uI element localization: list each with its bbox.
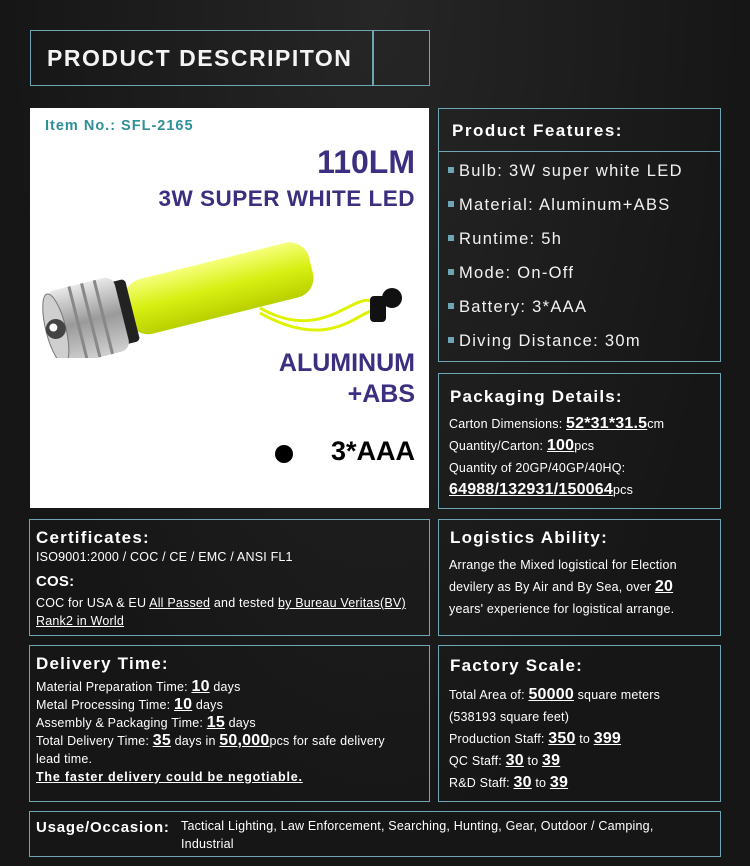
square-bullet-icon bbox=[448, 201, 454, 207]
material-label-line1: ALUMINUM bbox=[278, 349, 415, 377]
factory-text: Total Area of: 50000 square meters (538193 square feet) Production Staff: 350 to 399 QC Staff: 30 to 39 R&D Staff: 30 to 39 bbox=[449, 684, 719, 794]
feature-item: Mode: On-Off bbox=[448, 264, 574, 283]
cos-title: COS: bbox=[36, 573, 75, 590]
factory-panel bbox=[438, 645, 721, 802]
production-staff: Production Staff: 350 to 399 bbox=[449, 730, 622, 747]
item-number: Item No.: SFL-2165 bbox=[45, 118, 194, 134]
usage-title: Usage/Occasion: bbox=[36, 819, 170, 836]
page-title: PRODUCT DESCRIPITON bbox=[47, 45, 353, 71]
logistics-panel bbox=[438, 519, 721, 636]
quantity-carton: Quantity/Carton: 100pcs bbox=[449, 437, 595, 454]
features-title: Product Features: bbox=[452, 121, 623, 140]
feature-item: Diving Distance: 30m bbox=[448, 332, 641, 351]
certificates-panel bbox=[29, 519, 430, 636]
feature-item: Material: Aluminum+ABS bbox=[448, 196, 671, 215]
material-label-line2: +ABS bbox=[347, 380, 415, 408]
packaging-title: Packaging Details: bbox=[450, 387, 623, 406]
delivery-text: Material Preparation Time: 10 days Metal Processing Time: 10 days Assembly & Packaging Time: 15 days Total Delivery Time: 35 days in 50,000pcs for safe delivery lead time. The faster delivery could be negotiable. bbox=[36, 678, 426, 786]
square-bullet-icon bbox=[448, 303, 454, 309]
container-quantity: 64988/132931/150064pcs bbox=[449, 481, 634, 498]
features-list bbox=[438, 152, 721, 362]
carton-dimensions: Carton Dimensions: 52*31*31.5cm bbox=[449, 415, 665, 432]
square-bullet-icon bbox=[448, 235, 454, 241]
square-bullet-icon bbox=[448, 269, 454, 275]
feature-item: Battery: 3*AAA bbox=[448, 298, 587, 317]
led-label: 3W SUPER WHITE LED bbox=[158, 186, 415, 211]
battery-label: 3*AAA bbox=[330, 436, 415, 466]
product-image bbox=[30, 108, 429, 508]
bullet-icon bbox=[275, 445, 293, 463]
assembly-time: Assembly & Packaging Time: 15 days bbox=[36, 714, 256, 731]
feature-item: Runtime: 5h bbox=[448, 230, 562, 249]
factory-title: Factory Scale: bbox=[450, 656, 584, 675]
lumens-label: 110LM bbox=[317, 144, 415, 180]
logistics-text: Arrange the Mixed logistical for Election devilery as By Air and By Sea, over 20 years' experience for logistical arrange. bbox=[449, 558, 677, 616]
metal-processing-time: Metal Processing Time: 10 days bbox=[36, 696, 224, 713]
square-bullet-icon bbox=[448, 337, 454, 343]
cos-text: COC for USA & EU All Passed and tested by Bureau Veritas(BV) bbox=[36, 596, 406, 610]
flashlight-icon bbox=[30, 238, 429, 358]
cos-rank: Rank2 in World bbox=[36, 614, 125, 628]
total-delivery-time: Total Delivery Time: 35 days in 50,000pcs for safe delivery bbox=[36, 732, 385, 749]
delivery-note: The faster delivery could be negotiable. bbox=[36, 770, 303, 784]
title-box bbox=[30, 30, 430, 86]
packaging-text bbox=[449, 415, 719, 499]
packaging-panel bbox=[438, 373, 721, 509]
features-header bbox=[438, 108, 721, 152]
delivery-title: Delivery Time: bbox=[36, 654, 169, 673]
title-divider bbox=[372, 31, 374, 85]
logistics-title: Logistics Ability: bbox=[450, 528, 608, 547]
certificates-title: Certificates: bbox=[36, 528, 150, 547]
square-bullet-icon bbox=[448, 167, 454, 173]
container-quantity-label: Quantity of 20GP/40GP/40HQ: bbox=[449, 461, 626, 475]
usage-text: Tactical Lighting, Law Enforcement, Searching, Hunting, Gear, Outdoor / Camping, Industrial bbox=[181, 819, 654, 851]
total-area: Total Area of: 50000 square meters bbox=[449, 686, 661, 703]
usage-panel bbox=[29, 811, 721, 857]
feature-item: Bulb: 3W super white LED bbox=[448, 162, 683, 181]
qc-staff: QC Staff: 30 to 39 bbox=[449, 752, 561, 769]
material-prep-time: Material Preparation Time: 10 days bbox=[36, 678, 241, 695]
rd-staff: R&D Staff: 30 to 39 bbox=[449, 774, 569, 791]
delivery-panel bbox=[29, 645, 430, 802]
certificates-text bbox=[36, 548, 426, 630]
certificate-list: ISO9001:2000 / COC / CE / EMC / ANSI FL1 bbox=[36, 550, 293, 564]
